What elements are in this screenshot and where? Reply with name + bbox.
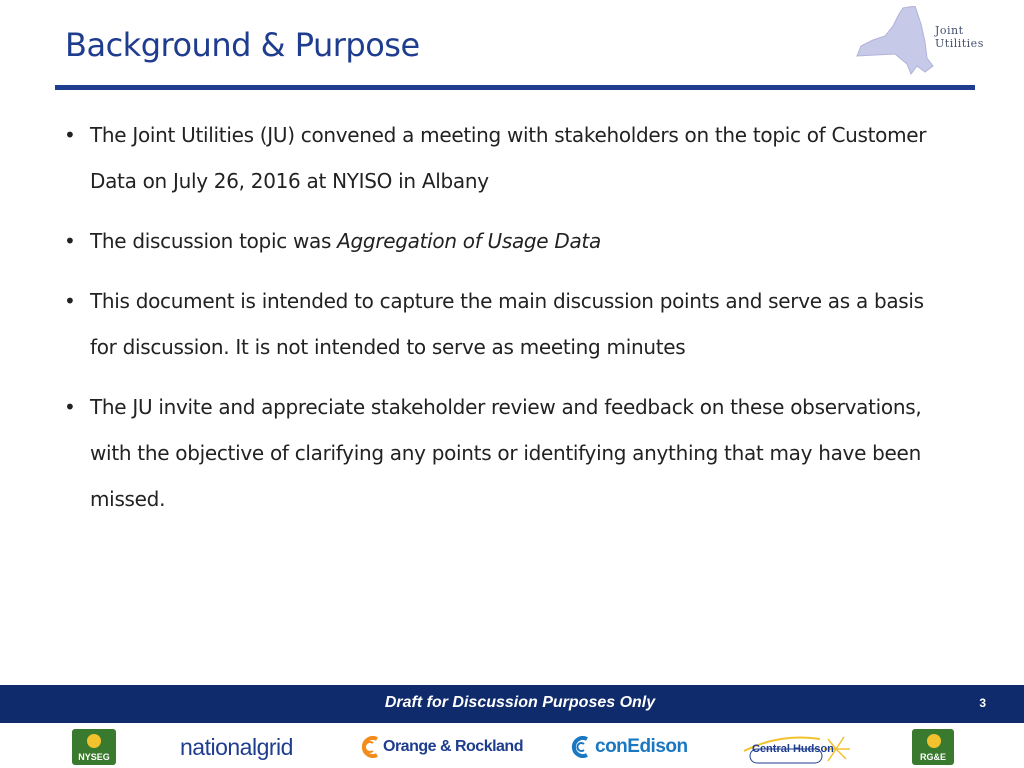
bullet-item: • The JU invite and appreciate stakeholder review and feedback on these observations, with the objective of clarifying any points or identifying anything that may have been missed. [62,384,932,522]
bullet-dot: • [64,229,76,253]
orange-ring-icon [357,736,383,758]
slide-title: Background & Purpose [65,26,420,64]
con-edison-icon [567,736,595,758]
central-hudson-logo: Central Hudson [740,729,852,765]
logo-word-utilities: Utilities [935,37,984,50]
new-york-state-icon [855,6,935,82]
rge-logo: RG&E [912,729,954,765]
bullet-dot: • [64,289,76,313]
sun-icon [927,734,941,748]
sun-icon [87,734,101,748]
partner-logo-strip [0,723,1024,768]
bullet-item: • This document is intended to capture the main discussion points and serve as a basis for discussion. It is not intended to serve as meeting minutes [62,278,932,370]
orange-rockland-logo: Orange & Rockland [357,729,523,765]
national-grid-logo: nationalgrid [180,733,293,760]
bullet-dot: • [64,123,76,147]
bullet-item: • The Joint Utilities (JU) convened a meeting with stakeholders on the topic of Customer Data on July 26, 2016 at NYISO in Albany [62,112,932,204]
page-number: 3 [979,696,986,710]
con-edison-logo: conEdison [567,729,688,765]
title-rule [55,85,975,90]
joint-utilities-logo [855,6,995,82]
nyseg-logo: NYSEG [72,729,116,765]
footer-text: Draft for Discussion Purposes Only [384,694,656,711]
bullet-dot: • [64,395,76,419]
bullet-list [62,112,932,536]
bullet-item: • The discussion topic was Aggregation of Usage Data [62,218,932,264]
footer-band [0,685,1024,723]
emphasis-text: Aggregation of Usage Data [337,229,601,253]
logo-word-joint: Joint [935,24,964,37]
